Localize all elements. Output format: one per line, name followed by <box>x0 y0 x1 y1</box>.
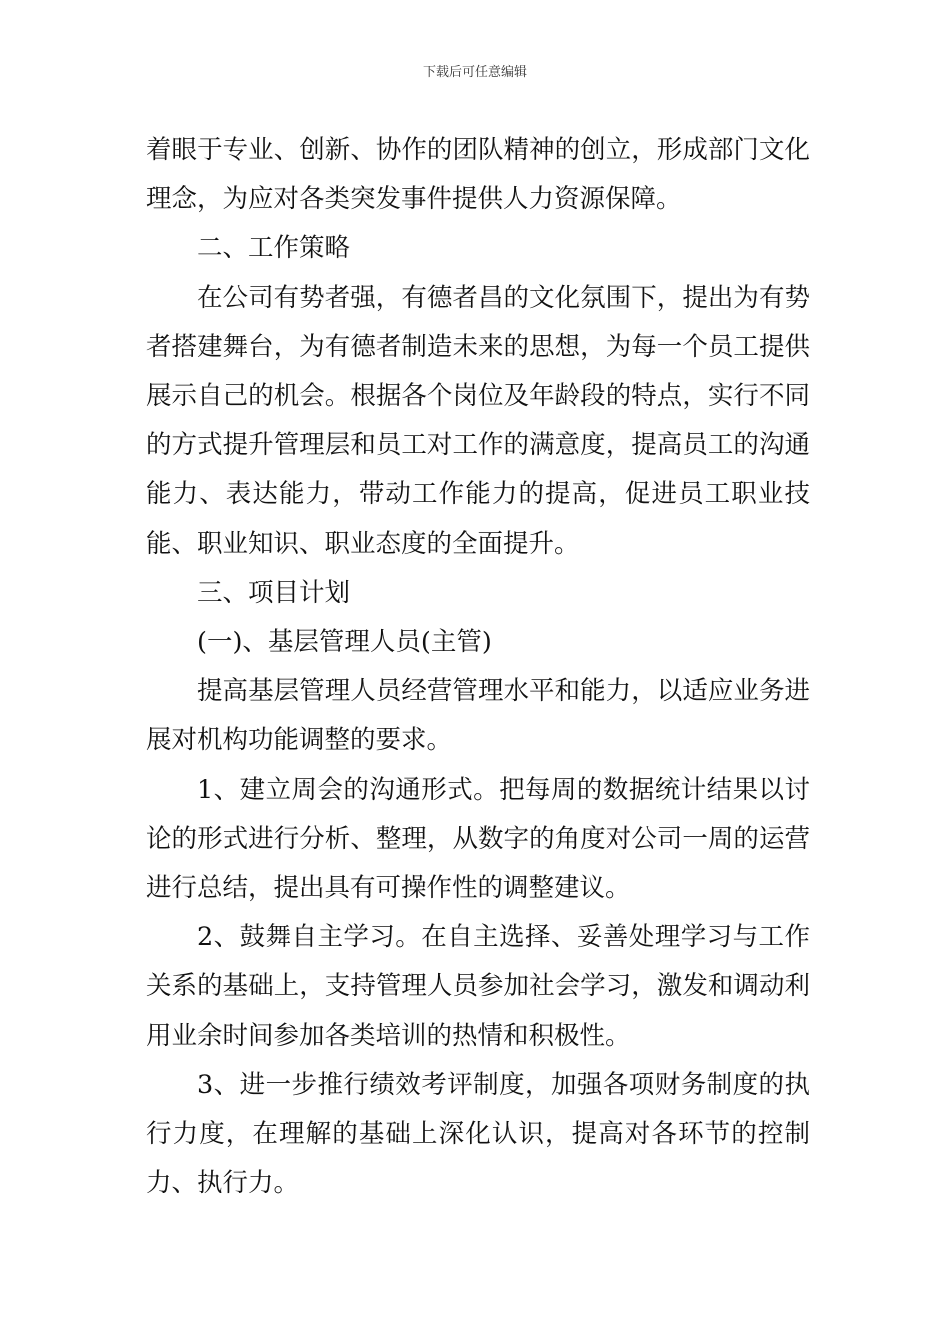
paragraph-manager-goal: 提高基层管理人员经营管理水平和能力，以适应业务进展对机构功能调整的要求。 <box>146 676 810 756</box>
subheading-basic-managers: (一)、基层管理人员(主管) <box>197 627 492 658</box>
heading-project-plan: 三、项目计划 <box>197 577 351 608</box>
page-header: 下载后可任意编辑 <box>422 65 527 80</box>
paragraph-intro: 着眼于专业、创新、协作的团队精神的创立，形成部门文化理念，为应对各类突发事件提供人力资源保障。 <box>146 135 810 215</box>
list-item-2: 2、鼓舞自主学习。在自主选择、妥善处理学习与工作关系的基础上，支持管理人员参加社会学习，激发和调动利用业余时间参加各类培训的热情和积极性。 <box>146 922 810 1051</box>
list-item-3: 3、进一步推行绩效考评制度，加强各项财务制度的执行力度，在理解的基础上深化认识，提高对各环节的控制力、执行力。 <box>146 1069 810 1199</box>
heading-work-strategy: 二、工作策略 <box>197 233 351 264</box>
paragraph-strategy: 在公司有势者强，有德者昌的文化氛围下，提出为有势者搭建舞台，为有德者制造未来的思想，为每一个员工提供展示自己的机会。根据各个岗位及年龄段的特点，实行不同的方式提升管理层和员工对工作的满意度，提高员工的沟通能力、表达能力，带动工作能力的提高，促进员工职业技能、职业知识、职业态度的全面提升。 <box>146 282 810 559</box>
list-item-1: 1、建立周会的沟通形式。把每周的数据统计结果以讨论的形式进行分析、整理，从数字的角度对公司一周的运营进行总结，提出具有可操作性的调整建议。 <box>146 774 810 904</box>
document-body <box>146 126 810 1208</box>
